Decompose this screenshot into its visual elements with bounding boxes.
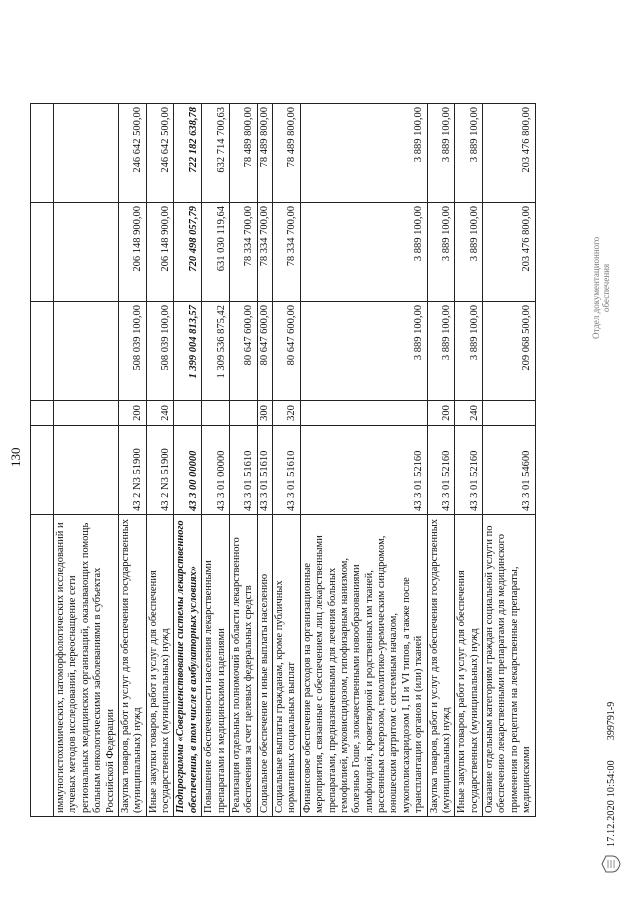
row-name-cell: Иные закупки товаров, работ и услуг для обеспечения государственных (муниципальных) нужд xyxy=(146,515,174,817)
row-name-cell: Реализация отдельных полномочий в области лекарственного обеспечения за счет целевых федеральных средств xyxy=(229,515,257,817)
row-vr-cell xyxy=(300,401,427,426)
row-name-cell: Закупка товаров, работ и услуг для обеспечения государственных (муниципальных) нужд xyxy=(427,515,455,817)
header-cell xyxy=(31,104,54,203)
row-amount-3-cell: 722 182 638,78 xyxy=(174,104,202,203)
row-vr-cell: 240 xyxy=(455,401,483,426)
row-name-cell: Повышение обеспеченности населения лекарственными препаратами и медицинскими изделиями xyxy=(202,515,230,817)
row-code-cell: 43 3 01 51610 xyxy=(229,426,257,515)
budget-table xyxy=(30,103,536,817)
row-amount-3-cell: 632 714 700,63 xyxy=(202,104,230,203)
row-amount-2-cell: 3 889 100,00 xyxy=(300,203,427,302)
row-amount-1-cell: 80 647 600,00 xyxy=(273,302,301,401)
row-name-cell: Подпрограмма «Совершенствование системы лекарственного обеспечения, в том числе в амбулаторных условиях» xyxy=(174,515,202,817)
coat-of-arms-logo xyxy=(600,853,622,875)
row-code-cell: 43 3 01 51610 xyxy=(257,426,272,515)
row-vr-cell: 240 xyxy=(146,401,174,426)
row-vr-cell xyxy=(229,401,257,426)
row-code-cell: 43 3 01 00000 xyxy=(202,426,230,515)
table-row xyxy=(257,104,272,817)
row-amount-1-cell: 80 647 600,00 xyxy=(229,302,257,401)
row-amount-3-cell: 3 889 100,00 xyxy=(300,104,427,203)
table-row xyxy=(427,104,455,817)
header-cell xyxy=(31,203,54,302)
row-code-cell: 43 3 01 52160 xyxy=(300,426,427,515)
header-cell xyxy=(31,426,54,515)
row-vr-cell: 320 xyxy=(273,401,301,426)
row-amount-2-cell: 3 889 100,00 xyxy=(427,203,455,302)
footer-doc-id: 399791-9 xyxy=(606,701,617,741)
row-amount-3-cell: 78 489 800,00 xyxy=(273,104,301,203)
row-vr-cell xyxy=(174,401,202,426)
row-amount-1-cell: 80 647 600,00 xyxy=(257,302,272,401)
row-code-cell: 43 3 01 54600 xyxy=(483,426,536,515)
row-code-cell: 43 2 N3 51900 xyxy=(146,426,174,515)
stamp-line: Отдел документационного xyxy=(591,236,601,339)
row-name-cell: Социальные выплаты гражданам, кроме публичных нормативных социальных выплат xyxy=(273,515,301,817)
row-amount-3-cell xyxy=(54,104,119,203)
table-row xyxy=(300,104,427,817)
row-amount-3-cell: 3 889 100,00 xyxy=(427,104,455,203)
row-amount-1-cell: 508 039 100,00 xyxy=(146,302,174,401)
row-code-cell: 43 3 01 51610 xyxy=(273,426,301,515)
row-amount-2-cell: 206 148 900,00 xyxy=(118,203,146,302)
row-code-cell: 43 2 N3 51900 xyxy=(118,426,146,515)
row-vr-cell: 300 xyxy=(257,401,272,426)
table-row xyxy=(229,104,257,817)
footer-timestamp: 17.12.2020 10:54:00 xyxy=(606,760,617,847)
row-amount-2-cell: 206 148 900,00 xyxy=(146,203,174,302)
table-row xyxy=(455,104,483,817)
row-code-cell xyxy=(54,426,119,515)
row-amount-2-cell: 78 334 700,00 xyxy=(257,203,272,302)
row-code-cell: 43 3 01 52160 xyxy=(427,426,455,515)
row-name-cell: Иные закупки товаров, работ и услуг для обеспечения государственных (муниципальных) нужд xyxy=(455,515,483,817)
row-name-cell: Оказание отдельным категориям граждан социальной услуги по обеспечению лекарственными препаратами для медицинского применения по рецептам на лекарственные препараты, медицинскими xyxy=(483,515,536,817)
page-number: 130 xyxy=(8,447,23,467)
row-vr-cell xyxy=(54,401,119,426)
table-row xyxy=(483,104,536,817)
stamp-line: обеспечения xyxy=(600,263,611,312)
row-amount-3-cell: 246 642 500,00 xyxy=(146,104,174,203)
department-stamp xyxy=(592,237,612,339)
header-cell xyxy=(31,515,54,817)
row-name-cell: Закупка товаров, работ и услуг для обеспечения государственных (муниципальных) нужд xyxy=(118,515,146,817)
table-row xyxy=(118,104,146,817)
row-amount-3-cell: 78 489 800,00 xyxy=(229,104,257,203)
row-name-cell: иммуногистохимических, патоморфологических исследований и лучевых методов исследований, переоснащение сети региональных медицинских организаций, оказывающих помощь больным онкологическими заболеваниями в субъектах Российской Федерации xyxy=(54,515,119,817)
row-amount-1-cell: 1 399 004 813,57 xyxy=(174,302,202,401)
row-amount-2-cell: 78 334 700,00 xyxy=(229,203,257,302)
row-amount-1-cell: 508 039 100,00 xyxy=(118,302,146,401)
row-amount-1-cell xyxy=(54,302,119,401)
row-amount-2-cell xyxy=(54,203,119,302)
row-amount-2-cell: 631 030 119,64 xyxy=(202,203,230,302)
row-amount-2-cell: 203 476 800,00 xyxy=(483,203,536,302)
table-row xyxy=(146,104,174,817)
footer xyxy=(606,702,617,847)
row-amount-1-cell: 209 068 500,00 xyxy=(483,302,536,401)
row-code-cell: 43 3 00 00000 xyxy=(174,426,202,515)
row-vr-cell: 200 xyxy=(427,401,455,426)
row-vr-cell xyxy=(202,401,230,426)
row-amount-2-cell: 720 498 057,79 xyxy=(174,203,202,302)
table-row xyxy=(54,104,119,817)
row-amount-3-cell: 246 642 500,00 xyxy=(118,104,146,203)
table-row xyxy=(174,104,202,817)
table-row xyxy=(202,104,230,817)
header-cell xyxy=(31,401,54,426)
row-amount-1-cell: 3 889 100,00 xyxy=(427,302,455,401)
row-name-cell: Социальное обеспечение и иные выплаты населению xyxy=(257,515,272,817)
row-code-cell: 43 3 01 52160 xyxy=(455,426,483,515)
row-vr-cell: 200 xyxy=(118,401,146,426)
row-vr-cell xyxy=(483,401,536,426)
row-amount-3-cell: 78 489 800,00 xyxy=(257,104,272,203)
table-row xyxy=(273,104,301,817)
row-amount-2-cell: 78 334 700,00 xyxy=(273,203,301,302)
table-header-row xyxy=(31,104,54,817)
row-name-cell: Финансовое обеспечение расходов на организационные мероприятия, связанные с обеспечением лиц лекарственными препаратами, предназначенными для лечения больных гемофилией, муковисцидозом, гипофизарным нанизмом, болезнью Гоше, злокачественными новообразованиями лимфоидной, кроветворной и родственных им тканей, рассеянным склерозом, гемолитико-уремическим синдромом, юношеским артритом с системным началом, мукополисахаридозом I, II и VI типов, а также после трансплантации органов и (или) тканей xyxy=(300,515,427,817)
row-amount-1-cell: 3 889 100,00 xyxy=(455,302,483,401)
row-amount-3-cell: 203 476 800,00 xyxy=(483,104,536,203)
row-amount-2-cell: 3 889 100,00 xyxy=(455,203,483,302)
header-cell xyxy=(31,302,54,401)
row-amount-3-cell: 3 889 100,00 xyxy=(455,104,483,203)
row-amount-1-cell: 1 309 536 875,42 xyxy=(202,302,230,401)
row-amount-1-cell: 3 889 100,00 xyxy=(300,302,427,401)
